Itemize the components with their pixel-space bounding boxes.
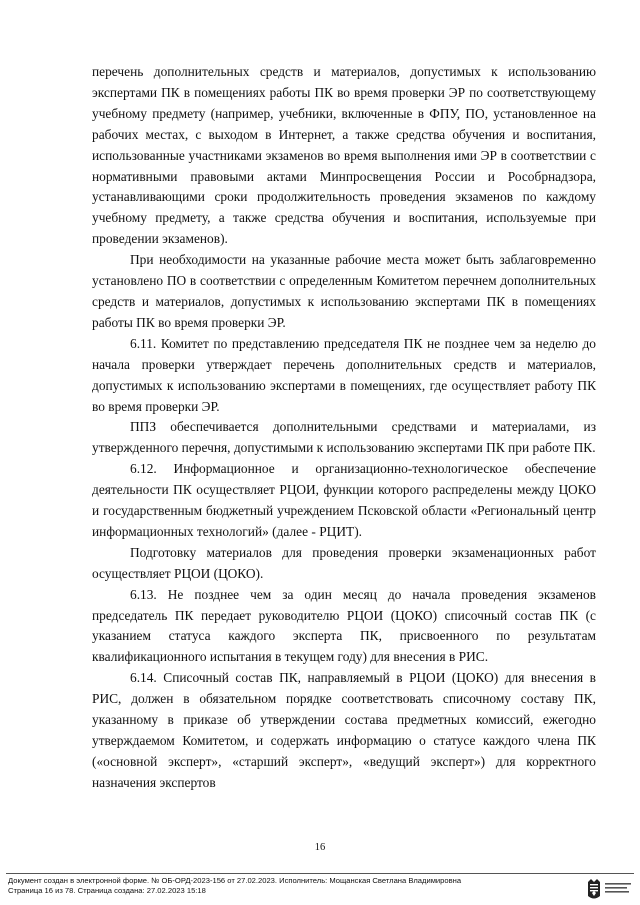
- document-footer: [8, 876, 568, 895]
- footer-document-info: Документ создан в электронной форме. № ОБ-ОРД-2023-156 от 27.02.2023. Исполнитель: Мощанская Светлана Владимировна: [8, 876, 462, 885]
- paragraph-8: 6.14. Списочный состав ПК, направляемый в РЦОИ (ЦОКО) для внесения в РИС, должен в обязательном порядке соответствовать списочному составу ПК, указанному в приказе об утверждении состава предметных комиссий, ежегодно утверждаемом Комитетом, и содержать информацию о статусе каждого члена ПК («основной эксперт», «старший эксперт», «ведущий эксперт») для корректного назначения экспертов: [92, 670, 596, 790]
- paragraph-5: 6.12. Информационное и организационно-технологическое обеспечение деятельности ПК осуществляет РЦОИ, функции которого распределены между ЦОКО и государственным бюджетный учреждением Псковской области «Региональный центр информационных технологий» (далее - РЦИТ).: [92, 461, 596, 539]
- paragraph-2: При необходимости на указанные рабочие места может быть заблаговременно установлено ПО в соответствии с определенным Комитетом перечнем дополнительных средств и материалов, допустимых к использованию экспертами ПК в помещениях работы ПК во время проверки ЭР.: [92, 252, 596, 330]
- government-emblem-icon: [585, 876, 635, 902]
- page-number: 16: [314, 842, 326, 853]
- paragraph-1: перечень дополнительных средств и материалов, допустимых к использованию экспертами ПК в помещениях работы ПК во время проверки ЭР по соответствующему учебному предмету (например, учебники, включенные в ФПУ, ПО, установленное на рабочих местах, с выходом в Интернет, а также средства обучения и воспитания, использованные участниками экзаменов во время выполнения ими ЭР в соответствии с нормативными правовыми актами Минпросвещения России и Рособрнадзора, устанавливающими сроки продолжительность проведения экзаменов по каждому учебному предмету, а также средства обучения и воспитания, используемые при проведении экзаменов).: [92, 64, 596, 247]
- paragraph-6: Подготовку материалов для проведения проверки экзаменационных работ осуществляет РЦОИ (ЦОКО).: [92, 544, 596, 581]
- paragraph-3: 6.11. Комитет по представлению председателя ПК не позднее чем за неделю до начала проверки утверждает перечень дополнительных средств и материалов, допустимых к использованию экспертами в помещениях, где осуществляет работу ПК во время проверки ЭР.: [92, 335, 596, 414]
- document-body: [92, 62, 596, 794]
- footer-divider: [6, 873, 634, 874]
- footer-page-info: Страница 16 из 78. Страница создана: 27.02.2023 15:18: [8, 885, 206, 895]
- paragraph-7: 6.13. Не позднее чем за один месяц до начала проведения экзаменов председатель ПК передает руководителю РЦОИ (ЦОКО) списочный состав ПК (с указанием статуса каждого эксперта ПК, присвоенного по результатам квалификационного испытания в текущем году) для внесения в РИС.: [92, 586, 596, 665]
- paragraph-4: ППЗ обеспечивается дополнительными средствами и материалами, из утвержденного перечня, допустимыми к использованию экспертами ПК при работе ПК.: [92, 419, 596, 456]
